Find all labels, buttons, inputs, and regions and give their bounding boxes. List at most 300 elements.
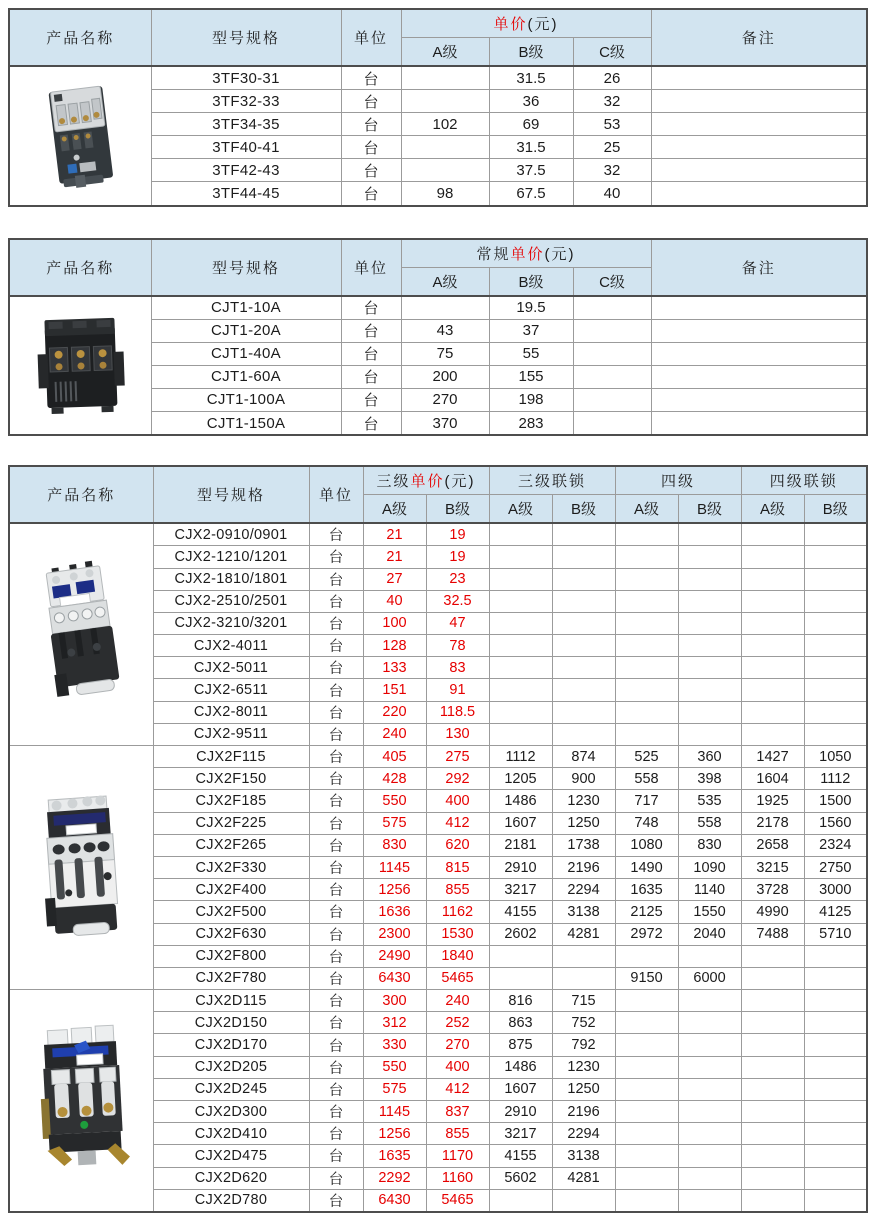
model-cell: CJX2-3210/3201 (153, 612, 309, 634)
model-cell: CJX2D780 (153, 1189, 309, 1212)
price-cell: 1162 (426, 901, 489, 923)
price-cell: 837 (426, 1101, 489, 1123)
price-cell (678, 657, 741, 679)
price-cell: 398 (678, 768, 741, 790)
price-cell (615, 1189, 678, 1212)
remark-cell (651, 182, 867, 206)
price-cell (615, 568, 678, 590)
price-cell: 575 (363, 812, 426, 834)
header-row-1 (9, 466, 867, 495)
price-cell: 1230 (552, 790, 615, 812)
price-cell (615, 612, 678, 634)
col-header-grade: B级 (489, 38, 573, 67)
header-label: 单位 (353, 30, 388, 47)
price-cell (678, 1167, 741, 1189)
unit-cell: 台 (309, 1012, 363, 1034)
unit-cell: 台 (341, 342, 401, 365)
price-cell (804, 967, 867, 989)
price-cell (804, 523, 867, 546)
price-cell (489, 945, 552, 967)
price-cell: 748 (615, 812, 678, 834)
price-cell (804, 1034, 867, 1056)
col-header-unit (341, 239, 401, 296)
price-cell: 5710 (804, 923, 867, 945)
table-header (9, 9, 867, 66)
price-cell (678, 1034, 741, 1056)
price-cell (741, 657, 804, 679)
price-cell (552, 523, 615, 546)
price-cell (804, 612, 867, 634)
model-cell: CJX2-9511 (153, 723, 309, 745)
price-cell (678, 701, 741, 723)
col-header-price-group (489, 466, 615, 495)
price-cell: 1636 (363, 901, 426, 923)
price-cell: 69 (489, 113, 573, 136)
price-cell: 40 (363, 590, 426, 612)
price-cell: 25 (573, 136, 651, 159)
price-cell (741, 635, 804, 657)
price-cell (804, 1167, 867, 1189)
price-cell (804, 701, 867, 723)
price-cell: 830 (363, 834, 426, 856)
remark-cell (651, 136, 867, 159)
price-cell: 1160 (426, 1167, 489, 1189)
price-cell (678, 546, 741, 568)
price-cell (573, 319, 651, 342)
price-cell: 4155 (489, 1145, 552, 1167)
price-cell (615, 590, 678, 612)
price-cell: 1050 (804, 746, 867, 768)
price-cell: 5465 (426, 967, 489, 989)
price-cell (804, 1101, 867, 1123)
price-cell: 428 (363, 768, 426, 790)
unit-cell: 台 (341, 296, 401, 320)
header-label: 产品名称 (46, 259, 115, 277)
price-cell (552, 546, 615, 568)
model-cell: CJX2-5011 (153, 657, 309, 679)
remark-cell (651, 365, 867, 388)
cjt1-contactor-photo (30, 309, 130, 421)
header-label: 产品名称 (47, 487, 116, 505)
col-header-remark (651, 9, 867, 66)
price-cell (741, 1189, 804, 1212)
model-cell: 3TF34-35 (151, 113, 341, 136)
price-cell (615, 1123, 678, 1145)
price-cell: 3000 (804, 879, 867, 901)
price-cell (615, 657, 678, 679)
price-cell: 400 (426, 1056, 489, 1078)
price-cell (741, 990, 804, 1012)
price-cell (615, 723, 678, 745)
model-cell: CJX2-4011 (153, 635, 309, 657)
remark-cell (651, 66, 867, 90)
price-cell (489, 612, 552, 634)
price-cell: 75 (401, 342, 489, 365)
unit-cell: 台 (309, 856, 363, 878)
remark-cell (651, 296, 867, 320)
model-cell: CJX2F780 (153, 967, 309, 989)
col-header-grade: A级 (401, 38, 489, 67)
price-cell: 37.5 (489, 159, 573, 182)
unit-cell: 台 (309, 590, 363, 612)
col-header-price-group (741, 466, 867, 495)
header-label: 常规 (476, 245, 511, 263)
col-header-grade: A级 (615, 495, 678, 524)
model-cell: CJX2F500 (153, 901, 309, 923)
unit-cell: 台 (341, 90, 401, 113)
price-cell (678, 590, 741, 612)
price-cell (552, 967, 615, 989)
price-cell: 874 (552, 746, 615, 768)
price-cell: 2294 (552, 879, 615, 901)
price-cell: 2196 (552, 1101, 615, 1123)
price-cell: 1604 (741, 768, 804, 790)
price-cell: 1607 (489, 1078, 552, 1100)
model-cell: CJX2F800 (153, 945, 309, 967)
price-table-cjt1 (8, 238, 868, 437)
unit-cell: 台 (341, 388, 401, 411)
product-image-cell (9, 296, 151, 436)
price-cell: 1112 (804, 768, 867, 790)
price-cell: 400 (426, 790, 489, 812)
price-cell: 3138 (552, 1145, 615, 1167)
price-cell: 43 (401, 319, 489, 342)
price-cell: 1530 (426, 923, 489, 945)
price-cell (741, 1012, 804, 1034)
price-cell (678, 1123, 741, 1145)
price-cell (678, 723, 741, 745)
price-cell: 83 (426, 657, 489, 679)
unit-cell: 台 (341, 66, 401, 90)
unit-cell: 台 (309, 1123, 363, 1145)
price-cell: 6430 (363, 1189, 426, 1212)
price-cell (615, 1034, 678, 1056)
price-cell (741, 1145, 804, 1167)
price-cell (678, 1189, 741, 1212)
price-cell: 2750 (804, 856, 867, 878)
price-cell (552, 1189, 615, 1212)
unit-cell: 台 (309, 1034, 363, 1056)
price-cell: 240 (426, 990, 489, 1012)
price-cell: 370 (401, 412, 489, 436)
table-row (9, 746, 867, 768)
price-cell (678, 1101, 741, 1123)
table-body (9, 66, 867, 206)
product-image-cell (9, 66, 151, 206)
header-label: 单价 (410, 473, 445, 491)
model-cell: 3TF32-33 (151, 90, 341, 113)
price-cell: 2040 (678, 923, 741, 945)
price-cell: 100 (363, 612, 426, 634)
price-cell (573, 412, 651, 436)
price-cell (552, 635, 615, 657)
header-label: 三级 (376, 473, 411, 491)
col-header-grade: B级 (489, 267, 573, 296)
model-cell: CJX2D245 (153, 1078, 309, 1100)
price-cell: 1080 (615, 834, 678, 856)
price-cell: 1925 (741, 790, 804, 812)
price-cell: 412 (426, 812, 489, 834)
price-cell: 6430 (363, 967, 426, 989)
price-cell (615, 635, 678, 657)
model-cell: CJX2D475 (153, 1145, 309, 1167)
model-cell: CJT1-100A (151, 388, 341, 411)
price-cell (804, 546, 867, 568)
price-cell: 815 (426, 856, 489, 878)
unit-cell: 台 (309, 635, 363, 657)
price-cell: 1145 (363, 856, 426, 878)
price-cell (741, 523, 804, 546)
col-header-grade: B级 (552, 495, 615, 524)
price-cell (401, 66, 489, 90)
price-cell: 1427 (741, 746, 804, 768)
price-cell: 300 (363, 990, 426, 1012)
price-cell (489, 1189, 552, 1212)
model-cell: CJX2F225 (153, 812, 309, 834)
price-cell: 91 (426, 679, 489, 701)
unit-cell: 台 (309, 612, 363, 634)
col-header-model (151, 239, 341, 296)
price-cell (678, 1056, 741, 1078)
price-cell: 31.5 (489, 66, 573, 90)
price-cell: 2294 (552, 1123, 615, 1145)
remark-cell (651, 412, 867, 436)
price-cell: 98 (401, 182, 489, 206)
price-cell: 55 (489, 342, 573, 365)
price-cell: 360 (678, 746, 741, 768)
price-cell (401, 159, 489, 182)
header-label: 单价 (493, 16, 528, 33)
model-cell: CJT1-10A (151, 296, 341, 320)
header-label: 三级联锁 (518, 473, 587, 491)
price-cell: 270 (401, 388, 489, 411)
price-cell: 330 (363, 1034, 426, 1056)
price-cell: 715 (552, 990, 615, 1012)
table-row (9, 296, 867, 320)
price-cell: 3217 (489, 879, 552, 901)
unit-cell: 台 (309, 1189, 363, 1212)
price-cell (804, 1145, 867, 1167)
price-cell: 2490 (363, 945, 426, 967)
price-cell: 78 (426, 635, 489, 657)
price-cell (741, 1167, 804, 1189)
price-cell (552, 723, 615, 745)
price-cell: 1635 (615, 879, 678, 901)
unit-cell: 台 (309, 1145, 363, 1167)
price-cell: 1140 (678, 879, 741, 901)
price-cell: 275 (426, 746, 489, 768)
price-cell (489, 679, 552, 701)
table-header (9, 239, 867, 296)
model-cell: CJX2D620 (153, 1167, 309, 1189)
price-cell: 1500 (804, 790, 867, 812)
header-label: 单价 (510, 245, 545, 263)
header-label: (元) (527, 16, 559, 33)
price-cell: 1250 (552, 1078, 615, 1100)
model-cell: CJX2-1810/1801 (153, 568, 309, 590)
unit-cell: 台 (309, 1167, 363, 1189)
price-cell: 240 (363, 723, 426, 745)
price-cell (741, 1123, 804, 1145)
header-label: 型号规格 (196, 487, 265, 505)
price-cell (615, 523, 678, 546)
price-cell (615, 546, 678, 568)
price-cell (741, 1101, 804, 1123)
price-cell (489, 590, 552, 612)
table-header (9, 466, 867, 523)
price-cell: 1256 (363, 879, 426, 901)
header-label: 单位 (318, 487, 353, 505)
col-header-price-group (615, 466, 741, 495)
price-cell: 1486 (489, 790, 552, 812)
col-header-grade: A级 (401, 267, 489, 296)
price-cell: 2178 (741, 812, 804, 834)
3tf-contactor-photo (34, 77, 126, 195)
price-cell: 558 (615, 768, 678, 790)
price-cell (615, 701, 678, 723)
col-header-price-group (363, 466, 489, 495)
col-header-grade: B级 (804, 495, 867, 524)
price-cell: 37 (489, 319, 573, 342)
price-cell (741, 546, 804, 568)
col-header-product (9, 9, 151, 66)
unit-cell: 台 (341, 319, 401, 342)
price-cell (615, 1101, 678, 1123)
price-cell: 40 (573, 182, 651, 206)
price-cell: 5602 (489, 1167, 552, 1189)
unit-cell: 台 (309, 923, 363, 945)
col-header-unit (309, 466, 363, 523)
cjx2-contactor-photo (35, 559, 127, 711)
price-cell: 1607 (489, 812, 552, 834)
price-cell: 32.5 (426, 590, 489, 612)
price-cell (552, 590, 615, 612)
price-cell: 1090 (678, 856, 741, 878)
price-cell (489, 657, 552, 679)
header-label: 备注 (741, 259, 776, 277)
price-cell: 525 (615, 746, 678, 768)
price-cell: 26 (573, 66, 651, 90)
unit-cell: 台 (309, 812, 363, 834)
unit-cell: 台 (309, 790, 363, 812)
price-cell: 118.5 (426, 701, 489, 723)
price-cell (401, 90, 489, 113)
header-label: (元) (544, 245, 576, 263)
price-cell: 1230 (552, 1056, 615, 1078)
price-cell: 2910 (489, 1101, 552, 1123)
price-cell: 4281 (552, 1167, 615, 1189)
price-cell (552, 568, 615, 590)
price-cell (678, 568, 741, 590)
price-cell: 2125 (615, 901, 678, 923)
model-cell: CJT1-40A (151, 342, 341, 365)
unit-cell: 台 (309, 568, 363, 590)
remark-cell (651, 342, 867, 365)
unit-cell: 台 (341, 182, 401, 206)
price-cell (804, 945, 867, 967)
price-cell: 2658 (741, 834, 804, 856)
price-cell: 47 (426, 612, 489, 634)
header-label: 单位 (353, 259, 388, 277)
col-header-grade: B级 (678, 495, 741, 524)
unit-cell: 台 (309, 1056, 363, 1078)
model-cell: 3TF42-43 (151, 159, 341, 182)
table-row (9, 523, 867, 546)
price-cell: 32 (573, 159, 651, 182)
remark-cell (651, 159, 867, 182)
price-cell (804, 723, 867, 745)
price-cell: 2602 (489, 923, 552, 945)
table-row (9, 66, 867, 90)
price-cell: 792 (552, 1034, 615, 1056)
price-cell (678, 612, 741, 634)
price-cell: 102 (401, 113, 489, 136)
price-cell: 4125 (804, 901, 867, 923)
model-cell: CJX2-1210/1201 (153, 546, 309, 568)
model-cell: CJX2F115 (153, 746, 309, 768)
price-cell: 1738 (552, 834, 615, 856)
header-label: (元) (444, 473, 476, 491)
model-cell: CJX2-2510/2501 (153, 590, 309, 612)
price-cell: 1250 (552, 812, 615, 834)
price-cell (552, 701, 615, 723)
price-cell: 128 (363, 635, 426, 657)
model-cell: CJX2D410 (153, 1123, 309, 1145)
price-cell: 535 (678, 790, 741, 812)
price-cell (615, 1078, 678, 1100)
price-cell (615, 1012, 678, 1034)
price-cell (678, 990, 741, 1012)
model-cell: CJX2F630 (153, 923, 309, 945)
price-cell (804, 990, 867, 1012)
price-cell: 9150 (615, 967, 678, 989)
price-cell: 575 (363, 1078, 426, 1100)
price-cell: 1840 (426, 945, 489, 967)
col-header-grade: B级 (426, 495, 489, 524)
price-cell: 1112 (489, 746, 552, 768)
model-cell: CJX2F330 (153, 856, 309, 878)
model-cell: CJX2-6511 (153, 679, 309, 701)
price-cell: 412 (426, 1078, 489, 1100)
price-cell (804, 1078, 867, 1100)
price-cell (741, 679, 804, 701)
price-cell: 2181 (489, 834, 552, 856)
price-cell: 130 (426, 723, 489, 745)
price-cell: 2196 (552, 856, 615, 878)
price-cell: 405 (363, 746, 426, 768)
price-cell: 312 (363, 1012, 426, 1034)
cjx2d-contactor-photo (27, 1023, 135, 1179)
unit-cell: 台 (309, 701, 363, 723)
price-cell (741, 1056, 804, 1078)
model-cell: CJX2D150 (153, 1012, 309, 1034)
price-cell: 1635 (363, 1145, 426, 1167)
col-header-unit (341, 9, 401, 66)
unit-cell: 台 (341, 159, 401, 182)
price-cell (615, 1145, 678, 1167)
price-cell (804, 1123, 867, 1145)
price-cell (741, 701, 804, 723)
price-cell (678, 635, 741, 657)
price-cell: 1205 (489, 768, 552, 790)
price-cell: 863 (489, 1012, 552, 1034)
unit-cell: 台 (309, 967, 363, 989)
col-header-price-group (401, 239, 651, 268)
price-cell (489, 523, 552, 546)
price-cell: 558 (678, 812, 741, 834)
model-cell: CJX2F150 (153, 768, 309, 790)
unit-cell: 台 (309, 1101, 363, 1123)
